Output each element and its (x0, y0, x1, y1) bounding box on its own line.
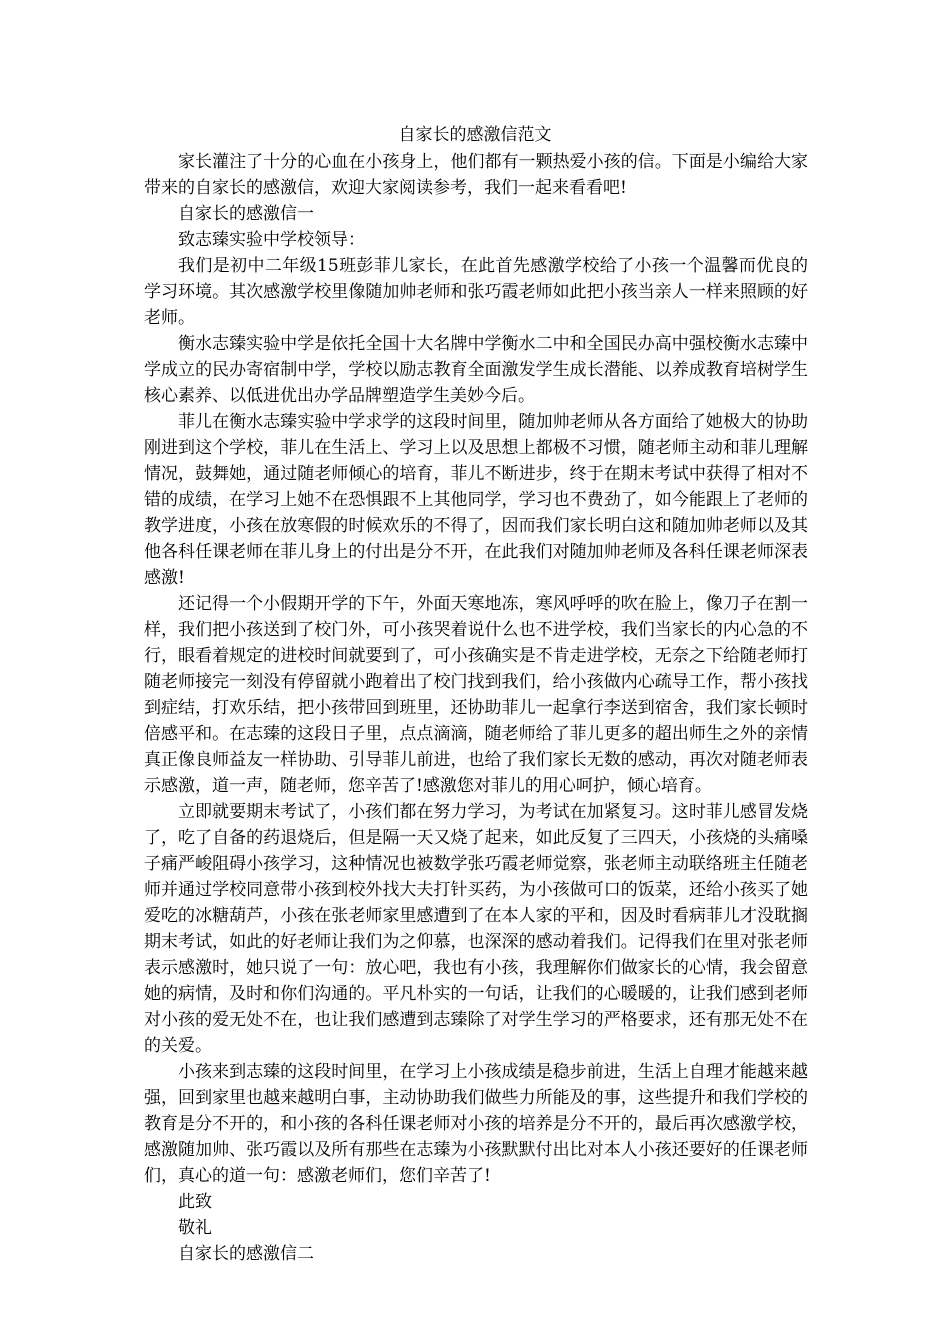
body-paragraph: 小孩来到志臻的这段时间里，在学习上小孩成绩是稳步前进，生活上自理才能越来越强，回到家里也越来越明白事，主动协助我们做些力所能及的事，这些提升和我们学校的教育是分不开的，和小孩的各科任课老师对小孩的培养是分不开的，最后再次感激学校，感激随加帅、张巧霞以及所有那些在志臻为小孩默默付出比对本人小孩还要好的任课老师们，真心的道一句：感激老师们，您们辛苦了! (144, 1062, 808, 1186)
closing-line: 敬礼 (178, 1218, 212, 1238)
section-heading: 自家长的感激信一 (178, 204, 314, 224)
body-paragraph: 我们是初中二年级15班彭菲儿家长，在此首先感激学校给了小孩一个温馨而优良的学习环境。其次感激学校里像随加帅老师和张巧霞老师如此把小孩当亲人一样来照顾的好老师。 (144, 256, 808, 328)
body-paragraph: 还记得一个小假期开学的下午，外面天寒地冻，寒风呼呼的吹在脸上，像刀子在割一样，我们把小孩送到了校门外，可小孩哭着说什么也不进学校，我们当家长的内心急的不行，眼看着规定的进校时间就要到了，可小孩确实是不肯走进学校，无奈之下给随老师打随老师接完一刻没有停留就小跑着出了校门找到我们，给小孩做内心疏导工作，帮小孩找到症结，打欢乐结，把小孩带回到班里，还协助菲儿一起拿行李送到宿舍，我们家长顿时倍感平和。在志臻的这段日子里，点点滴滴，随老师给了菲儿更多的超出师生之外的亲情真正像良师益友一样协助、引导菲儿前进，也给了我们家长无数的感动，再次对随老师表示感激，道一声，随老师，您辛苦了!感激您对菲儿的用心呵护，倾心培育。 (144, 594, 808, 796)
body-paragraph: 衡水志臻实验中学是依托全国十大名牌中学衡水二中和全国民办高中强校衡水志臻中学成立的民办寄宿制中学，学校以励志教育全面激发学生成长潜能、以养成教育培树学生核心素养、以低进优出办学品牌塑造学生美妙今后。 (144, 334, 808, 406)
document-body (144, 149, 808, 1267)
document-title: 自家长的感激信范文 (398, 125, 552, 145)
salutation: 致志臻实验中学校领导： (178, 230, 365, 250)
body-paragraph: 菲儿在衡水志臻实验中学求学的这段时间里，随加帅老师从各方面给了她极大的协助刚进到这个学校，菲儿在生活上、学习上以及思想上都极不习惯，随老师主动和菲儿理解情况，鼓舞她，通过随老师倾心的培育，菲儿不断进步，终于在期末考试中获得了相对不错的成绩，在学习上她不在恐惧跟不上其他同学，学习也不费劲了，如今能跟上了老师的教学进度，小孩在放寒假的时候欢乐的不得了，因而我们家长明白这和随加帅老师以及其他各科任课老师在菲儿身上的付出是分不开，在此我们对随加帅老师及各科任课老师深表感激! (144, 412, 808, 588)
closing-line: 此致 (178, 1192, 212, 1212)
body-paragraph: 立即就要期末考试了，小孩们都在努力学习，为考试在加紧复习。这时菲儿感冒发烧了，吃了自备的药退烧后，但是隔一天又烧了起来，如此反复了三四天，小孩烧的头痛嗓子痛严峻阻碍小孩学习，这种情况也被数学张巧霞老师觉察，张老师主动联络班主任随老师并通过学校同意带小孩到校外找大夫打针买药，为小孩做可口的饭菜，还给小孩买了她爱吃的冰糖葫芦，小孩在张老师家里感遭到了在本人家的平和，因及时看病菲儿才没耽搁期末考试，如此的好老师让我们为之仰慕，也深深的感动着我们。记得我们在里对张老师表示感激时，她只说了一句：放心吧，我也有小孩，我理解你们做家长的心情，我会留意她的病情，及时和你们沟通的。平凡朴实的一句话，让我们的心暖暖的，让我们感到老师对小孩的爱无处不在，也让我们感遭到志臻除了对学生学习的严格要求，还有那无处不在的关爱。 (144, 802, 808, 1056)
intro-paragraph: 家长灌注了十分的心血在小孩身上，他们都有一颗热爱小孩的信。下面是小编给大家带来的自家长的感激信，欢迎大家阅读参考，我们一起来看看吧! (144, 152, 808, 198)
section-heading: 自家长的感激信二 (178, 1244, 314, 1264)
